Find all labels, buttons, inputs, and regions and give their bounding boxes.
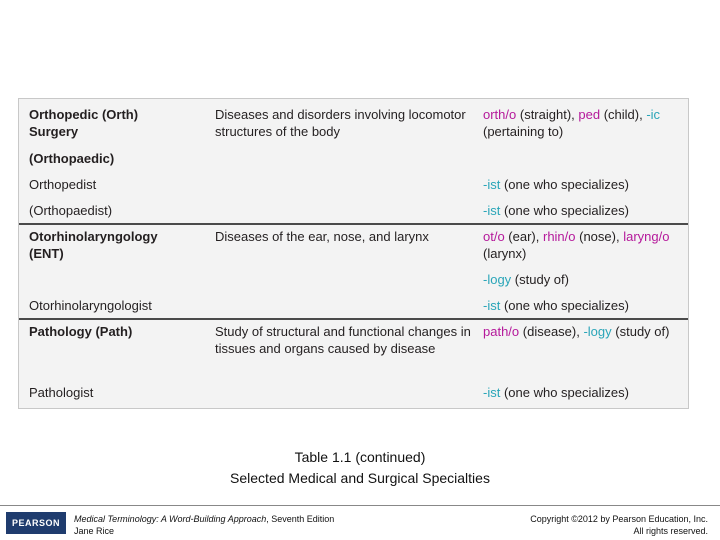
wordparts-orthopedic: orth/o (straight), ped (child), -ic (pertaining to)	[483, 107, 661, 139]
wordparts-orthopaedist: -ist (one who specializes)	[483, 203, 629, 218]
table-caption-title: Table 1.1 (continued)	[294, 449, 426, 465]
term-orthopedic: Orthopedic (Orth) Surgery	[29, 107, 139, 139]
specialties-table	[18, 98, 689, 409]
term-orthopaedist: (Orthopaedist)	[29, 203, 113, 218]
term-pathologist: Pathologist	[29, 385, 94, 400]
table-caption-subtitle: Selected Medical and Surgical Specialties	[230, 470, 490, 486]
book-author: Jane Rice	[74, 526, 115, 536]
term-otorhinolaryngologist: Otorhinolaryngologist	[29, 298, 152, 313]
part-ic: -ic	[646, 107, 661, 122]
footer-book-info	[74, 513, 334, 537]
book-title: Medical Terminology: A Word-Building Approach	[74, 514, 267, 524]
row-divider	[19, 223, 688, 225]
part-ped: ped	[578, 107, 601, 122]
desc-pathology: Study of structural and functional changes in tissues and organs caused by disease	[215, 324, 471, 356]
wordparts-logy: -logy (study of)	[483, 272, 569, 287]
wordparts-orthopedist: -ist (one who specializes)	[483, 177, 629, 192]
wordparts-otorhinolaryngologist: -ist (one who specializes)	[483, 298, 629, 313]
footer-copyright: Copyright ©2012 by Pearson Education, Inc. All rights reserved.	[530, 514, 708, 536]
term-orthopaedic: (Orthopaedic)	[29, 151, 115, 166]
wordparts-pathology: path/o (disease), -logy (study of)	[483, 324, 670, 339]
book-edition: , Seventh Edition	[266, 514, 335, 524]
term-pathology: Pathology (Path)	[29, 324, 133, 339]
row-divider	[19, 318, 688, 320]
wordparts-pathologist: -ist (one who specializes)	[483, 385, 629, 400]
wordparts-otorhinolaryngology: ot/o (ear), rhin/o (nose), laryng/o (larynx)	[483, 229, 670, 261]
pearson-logo: PEARSON	[6, 512, 66, 534]
footer-divider	[0, 505, 720, 506]
term-otorhinolaryngology: Otorhinolaryngology (ENT)	[29, 229, 158, 261]
part-orth: orth/o	[483, 107, 517, 122]
desc-orthopedic: Diseases and disorders involving locomotor structures of the body	[215, 107, 466, 139]
desc-otorhinolaryngology: Diseases of the ear, nose, and larynx	[215, 229, 429, 244]
term-orthopedist: Orthopedist	[29, 177, 97, 192]
